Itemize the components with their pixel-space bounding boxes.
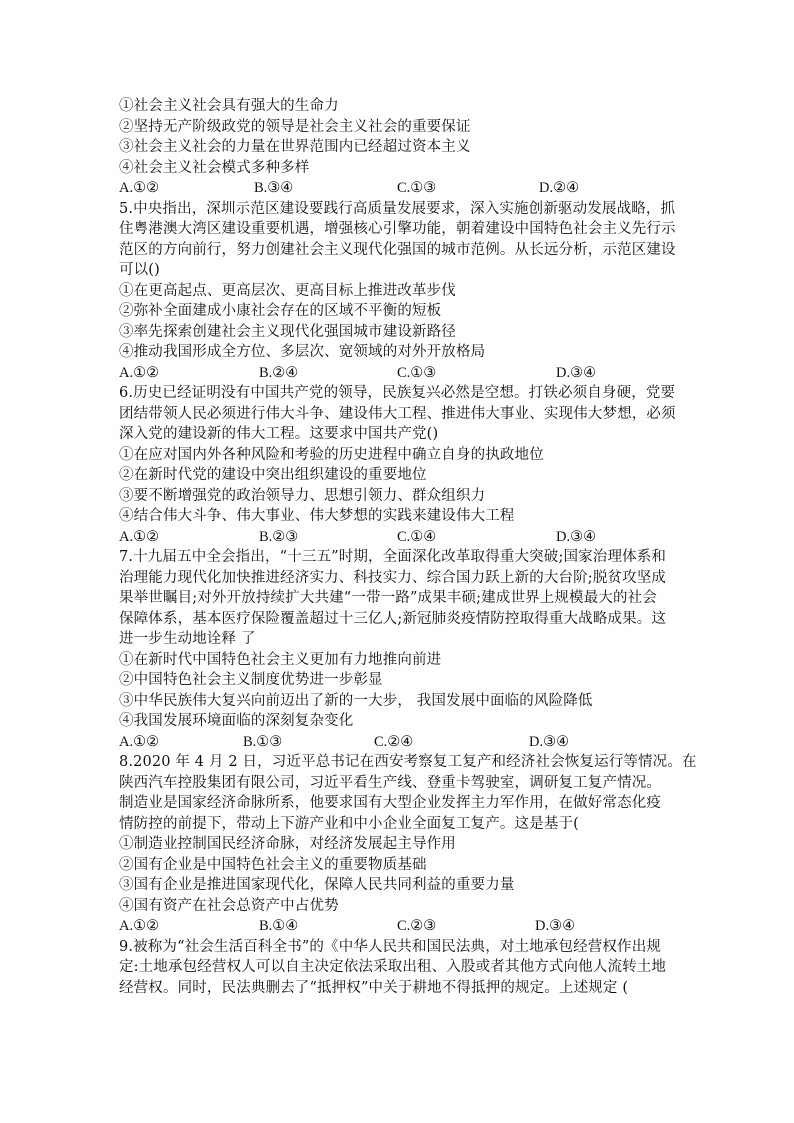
q8-stem-line-4: 情防控的前提下，带动上下游产业和中小企业全面复工复产。这是基于( <box>119 815 579 832</box>
q5-item-4: ④推动我国形成全方位、多层次、宽领域的对外开放格局 <box>119 344 486 360</box>
q4-item-1: ①社会主义社会具有强大的生命力 <box>119 98 339 114</box>
q5-option-c: C.①③ <box>397 364 437 381</box>
q8-stem-line-2: 陕西汽车控股集团有限公司，习近平看生产线、登重卡驾驶室，调研复工复产情况。 <box>119 774 662 791</box>
q8-item-1: ①制造业控制国民经济命脉，对经济发展起主导作用 <box>119 836 456 852</box>
q6-option-c: C.①④ <box>397 528 437 545</box>
question-8 <box>119 752 697 937</box>
question-9 <box>119 937 679 999</box>
q4-option-d: D.②④ <box>539 180 580 196</box>
q8-item-2: ②国有企业是中国特色社会主义的重要物质基础 <box>119 856 427 873</box>
q8-item-3: ③国有企业是推进国家现代化，保障人民共同利益的重要力量 <box>119 877 515 893</box>
q5-item-1: ①在更高起点、更高层次、更高目标上推进改革步伐 <box>119 282 456 299</box>
q8-options <box>119 916 679 937</box>
q4-option-b: B.③④ <box>254 180 294 196</box>
q7-option-b: B.①③ <box>243 733 283 750</box>
q7-item-4: ④我国发展环境面临的深刻复杂变化 <box>119 713 354 729</box>
exam-content <box>119 96 697 998</box>
q6-option-b: B.②③ <box>259 528 299 545</box>
q9-stem-line-2: 定:土地承包经营权人可以自主决定依法采取出租、入股或者其他方式向他人流转土地 <box>119 959 667 975</box>
q8-option-a: A.①② <box>119 918 160 934</box>
q6-item-3: ③要不断增强党的政治领导力、思想引领力、群众组织力 <box>119 487 486 504</box>
q7-stem-line-4: 保障体系，基本医疗保险覆盖超过十三亿人;新冠肺炎疫情防控取得重大战略成果。这 <box>119 610 667 627</box>
q7-option-d: D.③④ <box>529 733 570 750</box>
q7-item-2: ②中国特色社会主义制度优势进一步彰显 <box>119 672 383 688</box>
q6-option-a: A.①② <box>119 528 160 545</box>
q6-option-d: D.③④ <box>556 528 597 545</box>
q4-options <box>119 178 679 199</box>
q8-option-c: C.②③ <box>397 918 437 934</box>
q8-option-b: B.①④ <box>259 918 299 934</box>
question-6 <box>119 383 679 547</box>
q7-stem-line-1: 7.十九届五中全会指出，“十三五”时期，全面深化改革取得重大突破;国家治理体系和 <box>119 549 667 565</box>
q7-options <box>119 732 679 753</box>
q7-stem-line-3: 果举世瞩目;对外开放持续扩大共建“一带一路”成果丰硕;建成世界上规模最大的社会 <box>119 590 657 606</box>
q5-stem-line-1: 5.中央指出，深圳示范区建设要践行高质量发展要求，深入实施创新驱动发展战略，抓 <box>119 200 676 217</box>
q5-option-a: A.①② <box>119 364 160 381</box>
q4-item-4: ④社会主义社会模式多种多样 <box>119 159 310 176</box>
question-4-items <box>119 96 679 178</box>
q6-item-4: ④结合伟大斗争、伟大事业、伟大梦想的实践来建设伟大工程 <box>119 508 515 524</box>
q6-stem-line-3: 深入党的建设新的伟大工程。这要求中国共产党() <box>119 426 439 442</box>
q6-item-2: ②在新时代党的建设中突出组织建设的重要地位 <box>119 467 427 483</box>
q7-stem-line-5: 进一步生动地诠释 了 <box>119 631 256 647</box>
question-5 <box>119 199 679 384</box>
q4-item-3: ③社会主义社会的力量在世界范围内已经超过资本主义 <box>119 139 471 155</box>
q5-stem-line-2: 住粤港澳大湾区建设重要机遇，增强核心引擎功能，朝着建设中国特色社会主义先行示 <box>119 221 676 237</box>
q6-item-1: ①在应对国内外各种风险和考验的历史进程中确立自身的执政地位 <box>119 446 544 463</box>
q7-option-c: C.②④ <box>374 733 414 750</box>
q8-stem-line-1: 8.2020 年 4 月 2 日，习近平总书记在西安考察复工复产和经济社会恢复运行等情况。在 <box>119 754 697 770</box>
q6-options <box>119 527 679 548</box>
q5-item-2: ②弥补全面建成小康社会存在的区域不平衡的短板 <box>119 303 442 319</box>
q7-item-3: ③中华民族伟大复兴向前迈出了新的一大步， 我国发展中面临的风险降低 <box>119 692 593 709</box>
q5-stem-line-3: 范区的方向前行，努力创建社会主义现代化强国的城市范例。从长远分析，示范区建设 <box>119 241 676 258</box>
q8-option-d: D.③④ <box>535 918 576 934</box>
q5-item-3: ③率先探索创建社会主义现代化强国城市建设新路径 <box>119 323 456 340</box>
q7-stem-line-2: 治理能力现代化加快推进经济实力、科技实力、综合国力跃上新的大台阶;脱贫攻坚成 <box>119 569 667 586</box>
q9-stem-line-1: 9.被称为“社会生活百科全书”的《中华人民共和国民法典，对土地承包经营权作出规 <box>119 938 662 955</box>
q6-stem-line-2: 团结带领人民必须进行伟大斗争、建设伟大工程、推进伟大事业、实现伟大梦想，必须 <box>119 405 676 422</box>
q5-options <box>119 363 679 384</box>
q5-stem-line-4: 可以() <box>119 262 160 278</box>
q5-option-b: B.②④ <box>259 364 299 381</box>
q4-item-2: ②坚持无产阶级政党的领导是社会主义社会的重要保证 <box>119 118 471 135</box>
question-7 <box>119 547 679 752</box>
q8-stem-line-3: 制造业是国家经济命脉所系，他要求国有大型企业发挥主力军作用，在做好常态化疫 <box>119 795 662 811</box>
q4-option-c: C.①③ <box>397 180 437 196</box>
q7-option-a: A.①② <box>119 733 160 750</box>
q5-option-d: D.③④ <box>556 364 597 381</box>
q9-stem-line-3: 经营权。同时，民法典删去了“抵押权”中关于耕地不得抵押的规定。上述规定 ( <box>119 979 629 996</box>
q7-item-1: ①在新时代中国特色社会主义更加有力地推向前进 <box>119 651 442 668</box>
q4-option-a: A.①② <box>119 180 160 196</box>
q8-item-4: ④国有资产在社会总资产中占优势 <box>119 897 339 914</box>
q6-stem-line-1: 6.历史已经证明没有中国共产党的领导，民族复兴必然是空想。打铁必须自身硬，党要 <box>119 385 676 401</box>
